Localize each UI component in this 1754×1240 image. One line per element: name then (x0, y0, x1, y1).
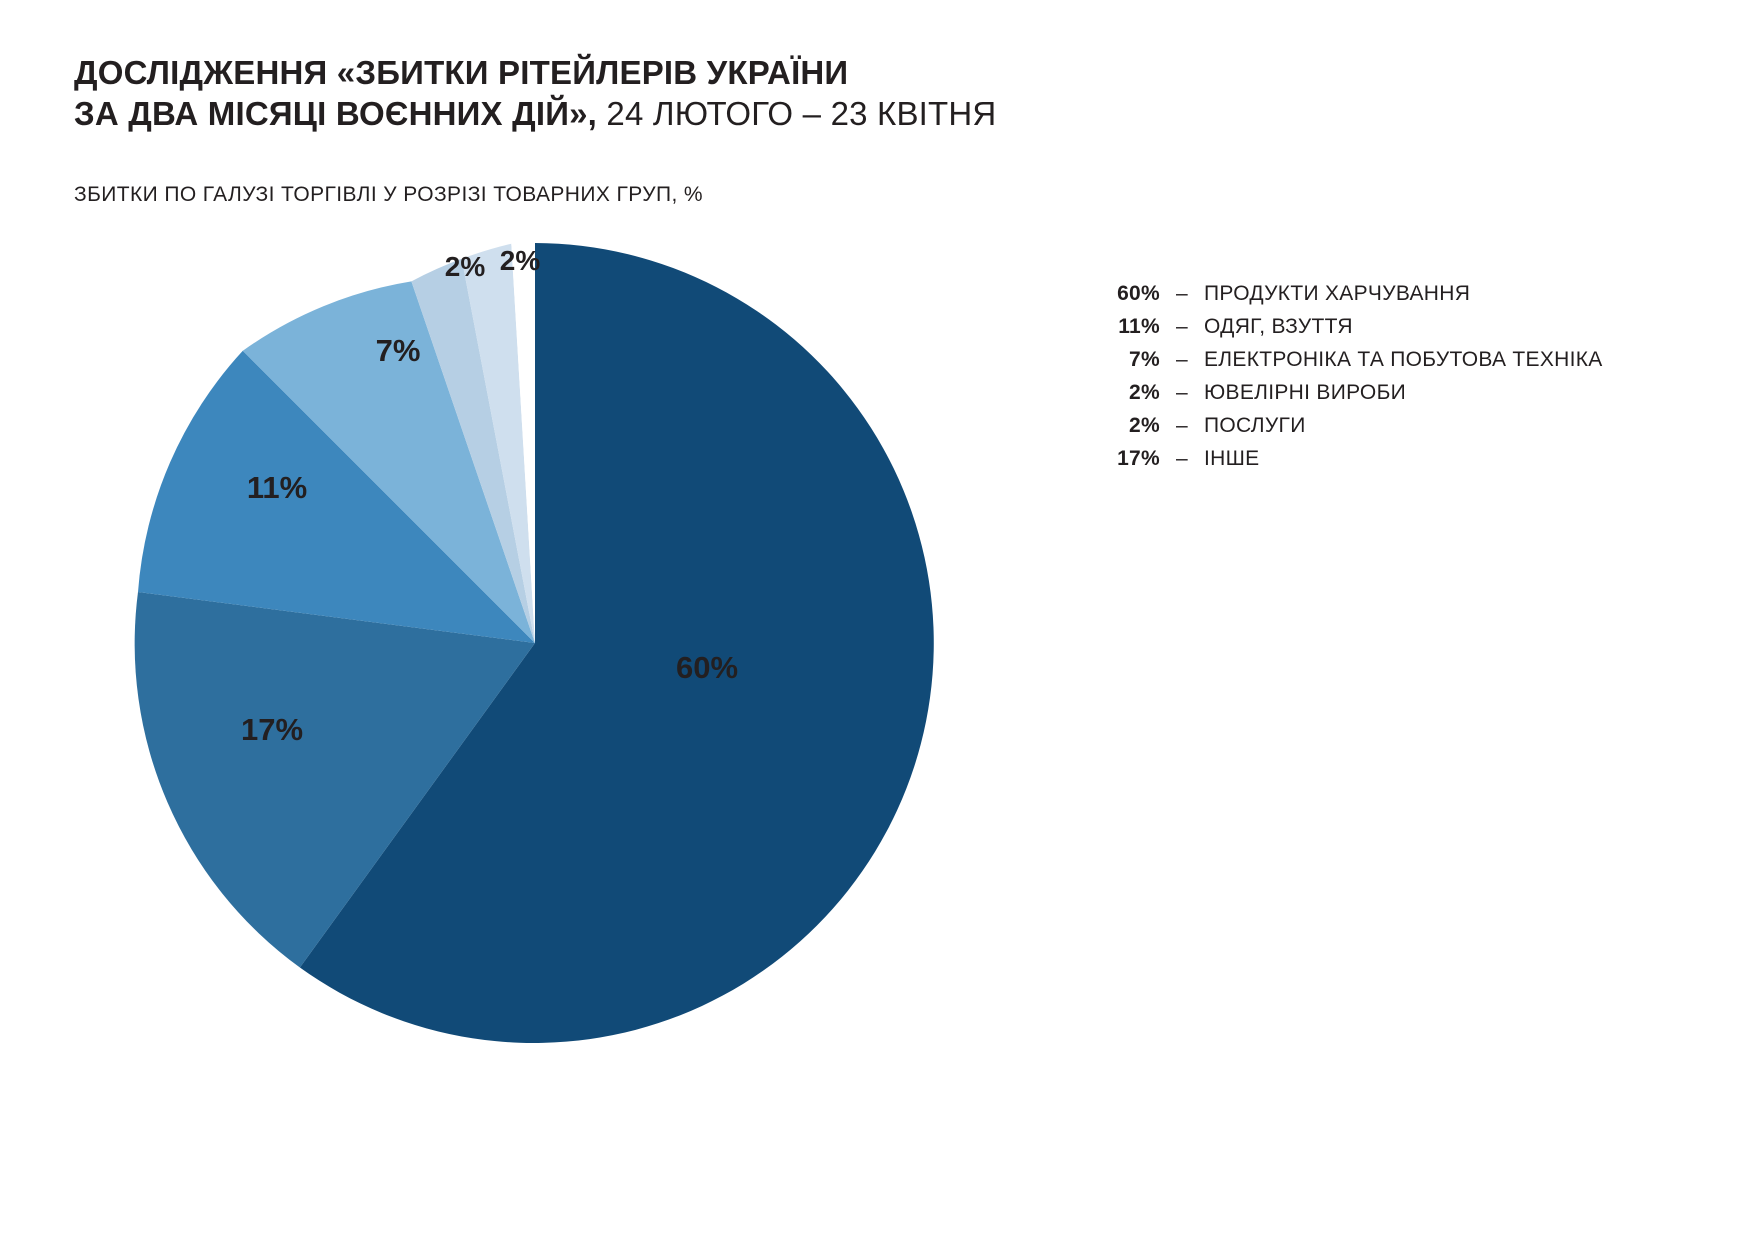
legend-label: ЕЛЕКТРОНІКА ТА ПОБУТОВА ТЕХНІКА (1204, 348, 1603, 371)
pie-label-food: 60% (675, 650, 739, 685)
legend-percent: 2% (1129, 381, 1160, 404)
pie-label-jewelry: 2% (444, 251, 486, 282)
legend-label: ІНШЕ (1204, 447, 1260, 470)
legend-percent: 17% (1117, 447, 1160, 470)
legend-dash: – (1176, 348, 1188, 371)
legend-label: ЮВЕЛІРНІ ВИРОБИ (1204, 381, 1407, 404)
pie-label-clothing: 11% (246, 470, 308, 505)
pie-chart (120, 228, 950, 1058)
legend-item-food[interactable] (1098, 279, 1698, 309)
legend-dash: – (1176, 447, 1188, 470)
legend-percent: 60% (1117, 282, 1160, 305)
legend-label: ПОСЛУГИ (1204, 414, 1306, 437)
legend-label: ОДЯГ, ВЗУТТЯ (1204, 315, 1353, 338)
legend-item-electronics[interactable] (1098, 345, 1698, 375)
title-line-2-date-range: 24 ЛЮТОГО – 23 КВІТНЯ (597, 95, 997, 132)
page-title (74, 52, 1374, 134)
legend-dash: – (1176, 315, 1188, 338)
pie-label-electronics: 7% (375, 333, 421, 368)
legend-item-services[interactable] (1098, 411, 1698, 441)
pie-label-other: 17% (240, 712, 304, 747)
legend-percent: 11% (1118, 315, 1160, 338)
title-line-2-strong-text: ЗА ДВА МІСЯЦІ ВОЄННИХ ДІЙ», (74, 95, 598, 132)
legend-item-jewelry[interactable] (1098, 378, 1698, 408)
chart-area (110, 228, 950, 1098)
chart-subtitle: ЗБИТКИ ПО ГАЛУЗІ ТОРГІВЛІ У РОЗРІЗІ ТОВАРНИХ ГРУП, % (74, 183, 703, 206)
pie-chart-svg (120, 228, 950, 1058)
legend-dash: – (1176, 414, 1188, 437)
legend-dash: – (1176, 381, 1188, 404)
legend-item-clothing[interactable] (1098, 312, 1698, 342)
legend-percent: 2% (1129, 414, 1160, 437)
legend (1098, 279, 1698, 477)
legend-item-other[interactable] (1098, 444, 1698, 474)
title-line-2 (74, 93, 1374, 134)
title-line-1-text: ДОСЛІДЖЕННЯ «ЗБИТКИ РІТЕЙЛЕРІВ УКРАЇНИ (74, 54, 849, 91)
legend-label: ПРОДУКТИ ХАРЧУВАННЯ (1204, 282, 1471, 305)
pie-label-services: 2% (499, 245, 541, 276)
title-line-1 (74, 52, 1374, 93)
legend-percent: 7% (1129, 348, 1160, 371)
legend-dash: – (1176, 282, 1188, 305)
